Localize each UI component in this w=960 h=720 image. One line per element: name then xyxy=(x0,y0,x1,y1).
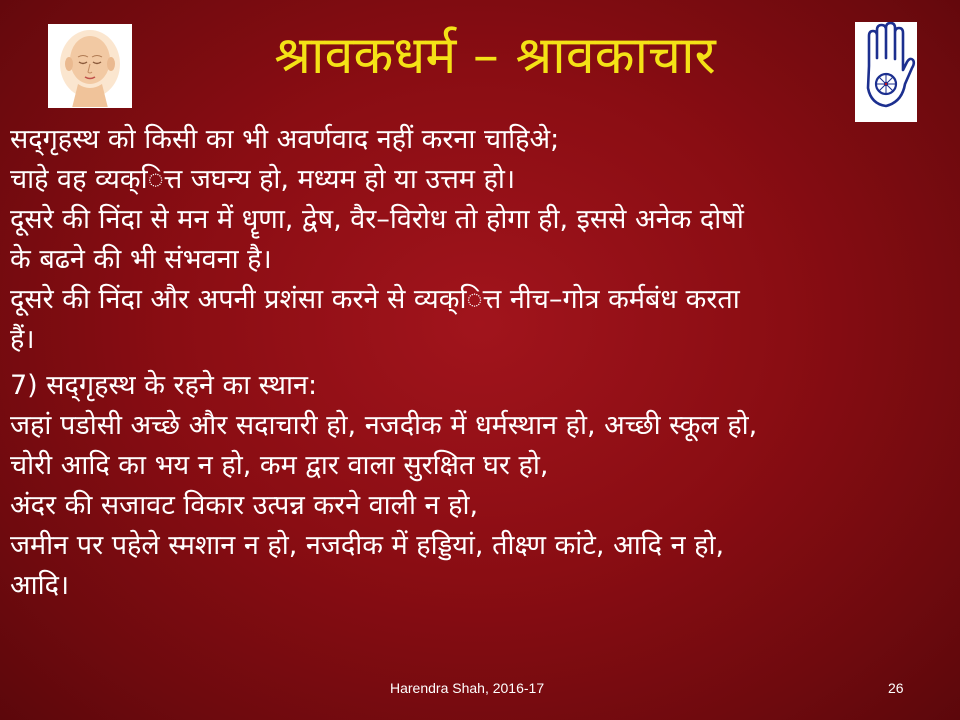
body-line: दूसरे की निंदा से मन में धॄणा, द्वेष, वैर–विरोध तो होगा ही, इससे अनेक दोषों xyxy=(10,204,744,235)
section-heading: 7) सद्‌गृहस्थ के रहने का स्थान: xyxy=(10,370,318,401)
slide-title: श्रावकधर्म – श्रावकाचार xyxy=(274,26,716,86)
body-line: चाहे वह व्यक्ित्त जघन्य हो, मध्यम हो या उत्तम हो। xyxy=(10,164,516,195)
body-line: दूसरे की निंदा और अपनी प्रशंसा करने से व्यक्ित्त नीच–गोत्र कर्मबंध करता xyxy=(10,284,740,315)
slide-footer: Harendra Shah, 2016-17 xyxy=(390,680,545,696)
body-line: चोरी आदि का भय न हो, कम द्वार वाला सुरक्षित घर हो, xyxy=(10,450,549,481)
ahimsa-hand-image xyxy=(855,22,917,122)
body-line: हैं। xyxy=(10,324,35,355)
slide-body xyxy=(10,120,950,606)
portrait-icon xyxy=(48,24,132,108)
body-line: के बढने की भी संभवना है। xyxy=(10,244,272,275)
body-line: आदि। xyxy=(10,570,70,601)
page-number: 26 xyxy=(888,680,904,696)
ahimsa-hand-icon xyxy=(855,22,917,122)
body-line: जमीन पर पहेले स्मशान न हो, नजदीक में हड्डियां, तीक्ष्ण कांटे, आदि न हो, xyxy=(10,530,725,561)
body-line: अंदर की सजावट विकार उत्पन्न करने वाली न हो, xyxy=(10,490,479,521)
body-line: जहां पडोसी अच्छे और सदाचारी हो, नजदीक में धर्मस्थान हो, अच्छी स्कूल हो, xyxy=(10,410,758,441)
tirthankara-portrait-image xyxy=(48,24,132,108)
body-line: सद्‌गृहस्थ को किसी का भी अवर्णवाद नहीं करना चाहिअे; xyxy=(10,124,560,155)
